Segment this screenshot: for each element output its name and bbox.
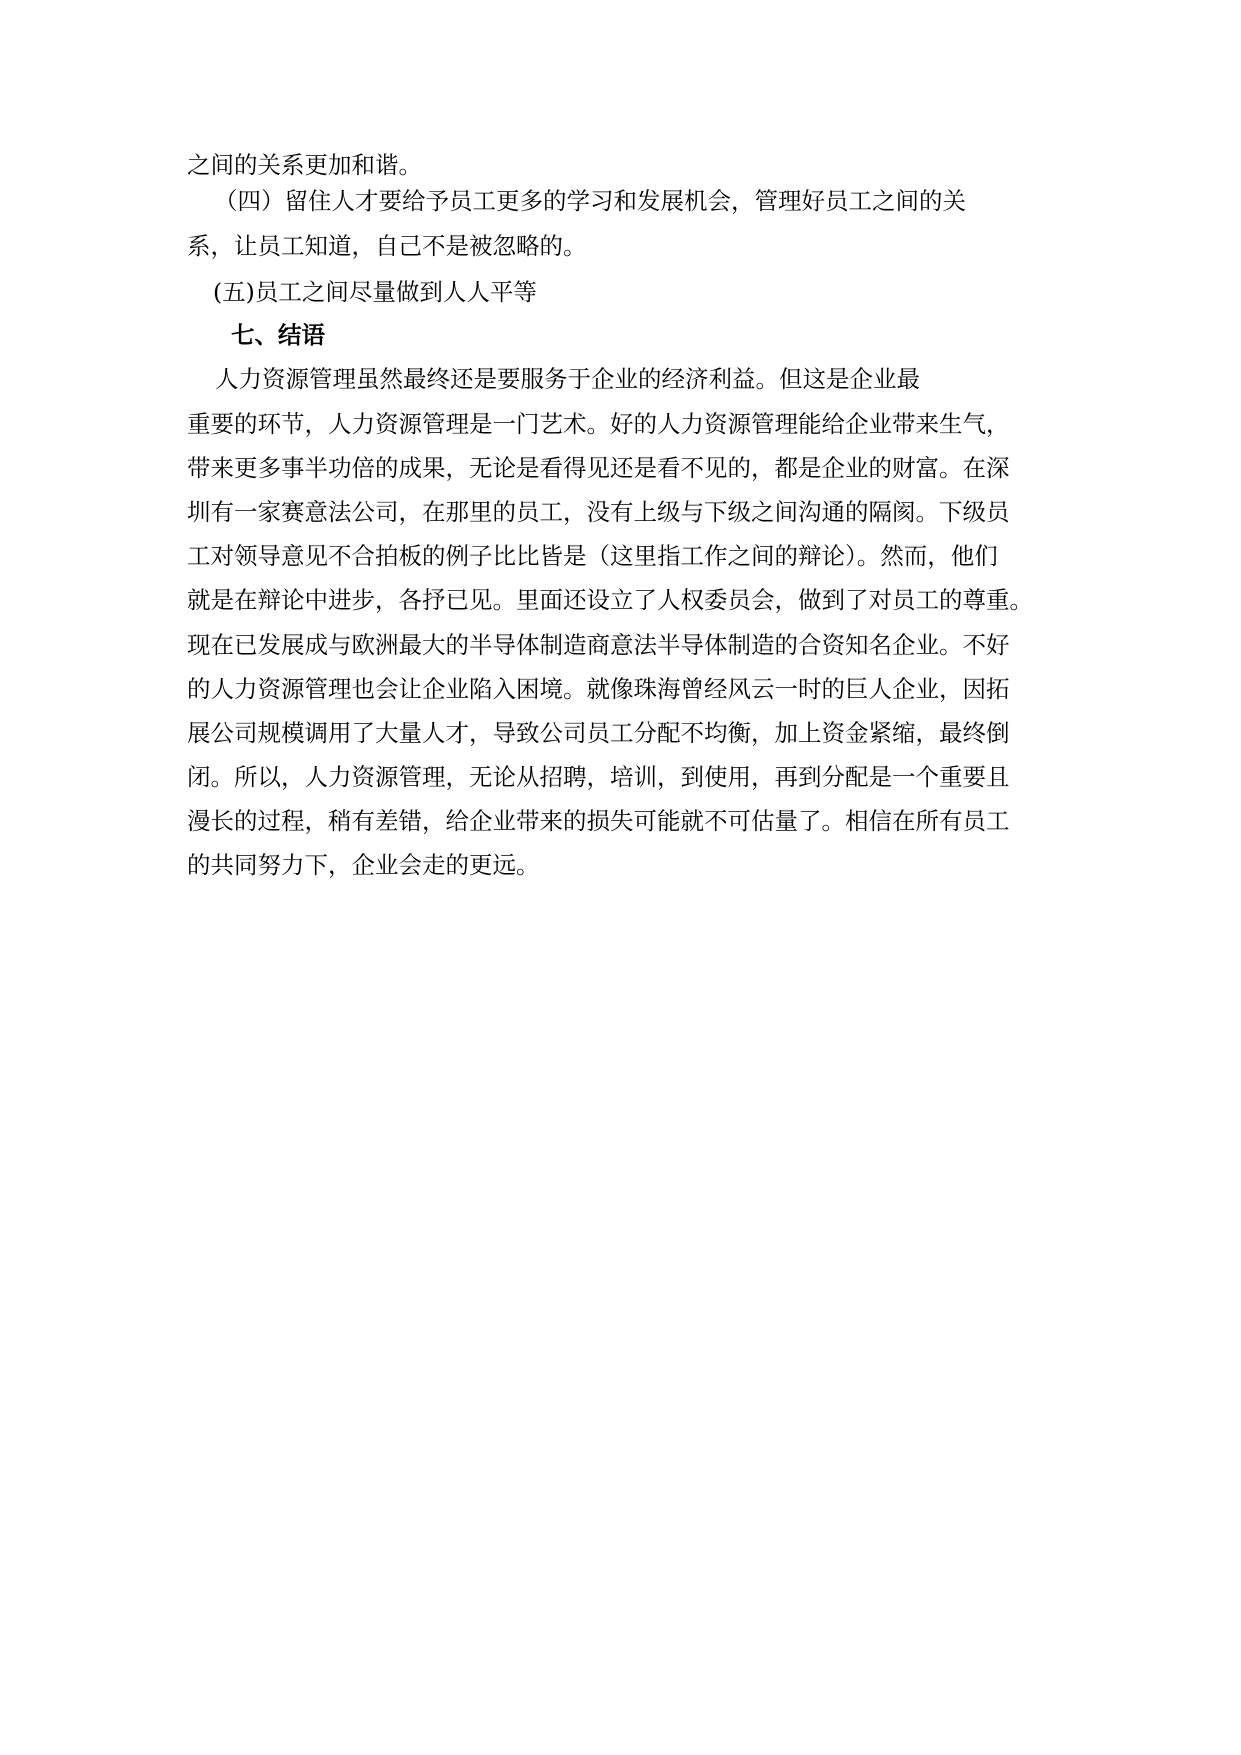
paragraph-line: 重要的环节，人力资源管理是一门艺术。好的人力资源管理能给企业带来生气， — [187, 410, 1010, 438]
paragraph-line: 就是在辩论中进步，各抒已见。里面还设立了人权委员会，做到了对员工的尊重。 — [187, 586, 1033, 614]
paragraph-line: 的人力资源管理也会让企业陷入困境。就像珠海曾经风云一时的巨人企业，因拓 — [187, 675, 1010, 703]
paragraph-line: 圳有一家赛意法公司，在那里的员工，没有上级与下级之间沟通的隔阂。下级员 — [187, 498, 1010, 526]
paragraph-line: 带来更多事半功倍的成果，无论是看得见还是看不见的，都是企业的财富。在深 — [187, 454, 1010, 482]
paragraph-line: 的共同努力下，企业会走的更远。 — [187, 851, 540, 879]
paragraph-line: 现在已发展成与欧洲最大的半导体制造商意法半导体制造的合资知名企业。不好 — [187, 631, 1010, 659]
paragraph-line: 工对领导意见不合拍板的例子比比皆是（这里指工作之间的辩论）。然而，他们 — [187, 542, 998, 570]
paragraph-line: 之间的关系更加和谐。 — [187, 151, 422, 179]
section-heading: 七、结语 — [231, 321, 325, 349]
paragraph-line: （四）留住人才要给予员工更多的学习和发展机会，管理好员工之间的关 — [214, 187, 966, 215]
paragraph-line: 系，让员工知道，自己不是被忽略的。 — [187, 232, 587, 260]
paragraph-line: (五)员工之间尽量做到人人平等 — [213, 278, 537, 306]
paragraph-line: 闭。所以，人力资源管理，无论从招聘，培训，到使用，再到分配是一个重要且 — [187, 763, 1010, 791]
paragraph-line: 漫长的过程，稍有差错，给企业带来的损失可能就不可估量了。相信在所有员工 — [187, 807, 1010, 835]
paragraph-line: 展公司规模调用了大量人才，导致公司员工分配不均衡，加上资金紧缩，最终倒 — [187, 719, 1010, 747]
paragraph-line: 人力资源管理虽然最终还是要服务于企业的经济利益。但这是企业最 — [215, 365, 920, 393]
